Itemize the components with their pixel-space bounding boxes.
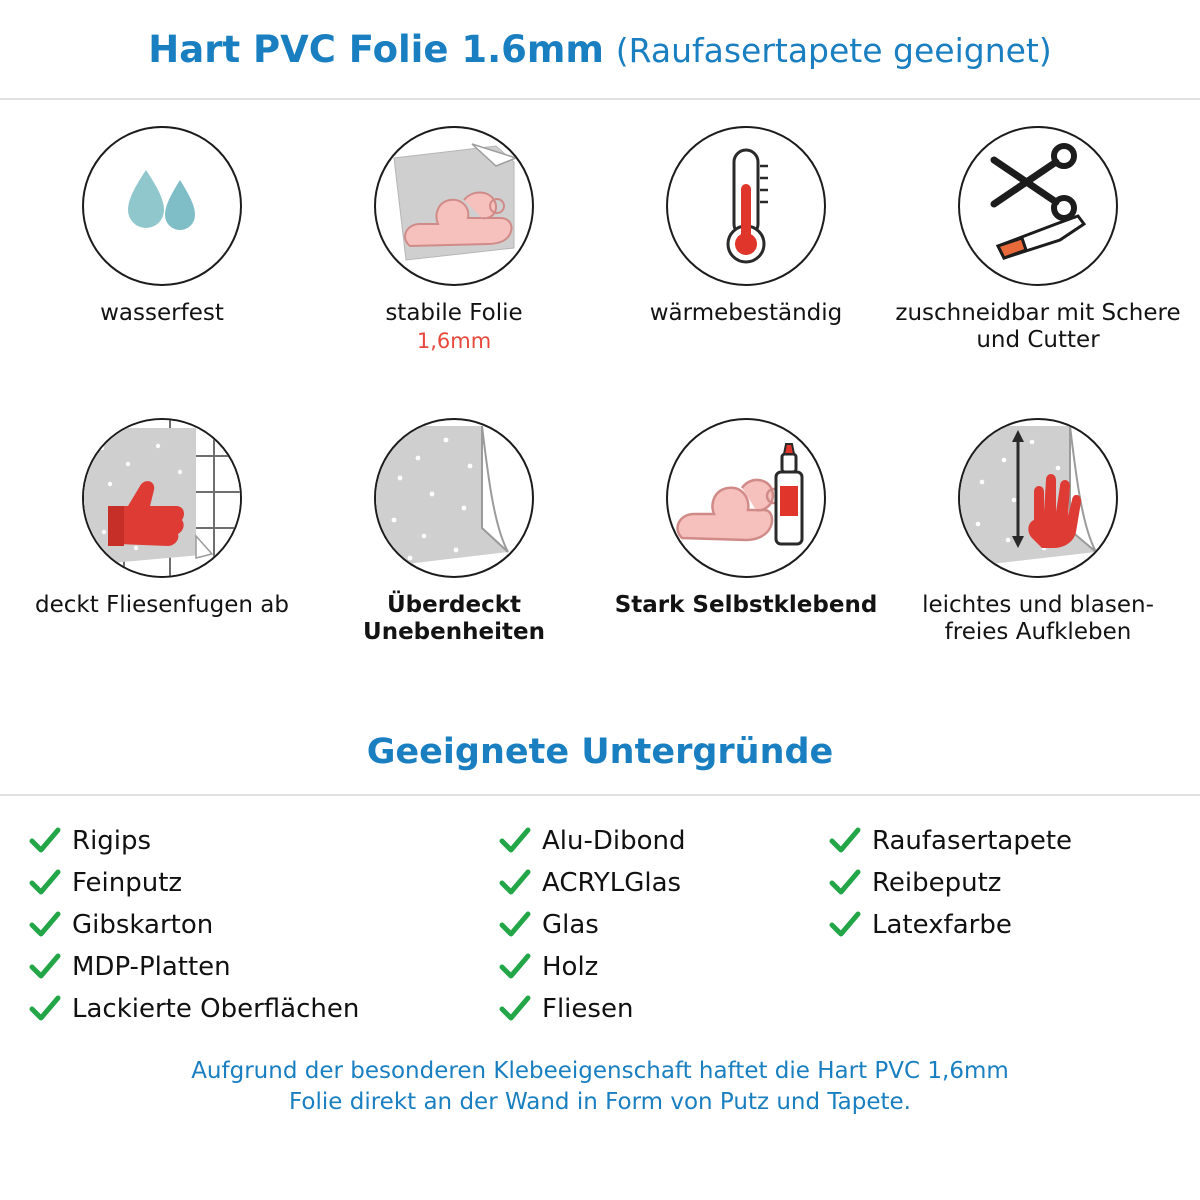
green-check-icon [28,908,62,942]
scissors-cutter-icon [958,126,1118,286]
page-title [148,28,1051,71]
list-item [28,904,498,946]
feature-label: leichtes und blasen- freies Aufkleben [922,592,1154,646]
section-title: Geeignete Untergründe [366,732,834,772]
list-item-label: Fliesen [542,994,634,1024]
green-check-icon [498,824,532,858]
list-item [28,988,498,1030]
green-check-icon [28,824,62,858]
feature-grid [0,100,1200,710]
list-item [498,946,828,988]
list-item-label: Holz [542,952,599,982]
list-item [498,820,828,862]
list-item [828,904,1200,946]
feature-wasserfest [16,126,308,418]
list-item [828,820,1200,862]
feature-label: Stark Selbstklebend [614,592,878,618]
suitable-surfaces-list [0,796,1200,1030]
list-item [28,946,498,988]
list-item-label: Lackierte Oberflächen [72,994,360,1024]
arm-glue-icon [666,418,826,578]
feature-stabile-folie [308,126,600,418]
feature-ueberdeckt [308,418,600,710]
list-item [28,820,498,862]
hand-smoothing-icon [958,418,1118,578]
feature-selbstklebend [600,418,892,710]
green-check-icon [828,866,862,900]
thumbs-up-tiles-icon [82,418,242,578]
checklist-column-3 [828,820,1200,1030]
feature-fliesenfugen [16,418,308,710]
green-check-icon [28,950,62,984]
list-item-label: Raufasertapete [872,826,1073,856]
list-item-label: Rigips [72,826,152,856]
list-item-label: Alu-Dibond [542,826,686,856]
feature-label: deckt Fliesenfugen ab [35,592,289,618]
green-check-icon [828,908,862,942]
page-title-main: Hart PVC Folie 1.6mm [148,27,604,71]
feature-label: stabile Folie [385,300,523,326]
list-item-label: ACRYLGlas [542,868,682,898]
list-item-label: Latexfarbe [872,910,1012,940]
list-item [28,862,498,904]
list-item-label: Gibskarton [72,910,214,940]
list-item [828,862,1200,904]
list-item [498,862,828,904]
feature-label: Überdeckt Unebenheiten [363,592,545,646]
green-check-icon [828,824,862,858]
footer-note-line-2: Folie direkt an der Wand in Form von Putz und Tapete. [289,1089,911,1116]
feature-sublabel: 1,6mm [416,329,492,354]
green-check-icon [498,950,532,984]
list-item-label: Reibeputz [872,868,1002,898]
feature-aufkleben [892,418,1184,710]
list-item-label: Feinputz [72,868,183,898]
list-item-label: MDP-Platten [72,952,231,982]
list-item-label: Glas [542,910,599,940]
checklist-column-2 [498,820,828,1030]
water-drops-icon [82,126,242,286]
green-check-icon [498,866,532,900]
green-check-icon [28,992,62,1026]
green-check-icon [498,992,532,1026]
feature-label: zuschneidbar mit Schere und Cutter [895,300,1181,354]
section-header [0,710,1200,796]
checklist-column-1 [28,820,498,1030]
list-item [498,904,828,946]
green-check-icon [498,908,532,942]
header [0,0,1200,100]
footer-note-line-1: Aufgrund der besonderen Klebeeigenschaft haftet die Hart PVC 1,6mm [191,1058,1009,1084]
feature-zuschneidbar [892,126,1184,418]
list-item [498,988,828,1030]
strong-arm-foil-icon [374,126,534,286]
page-title-paren: (Raufasertapete geeignet) [615,30,1052,70]
thermometer-icon [666,126,826,286]
foil-peel-icon [374,418,534,578]
feature-label: wasserfest [100,300,224,326]
green-check-icon [28,866,62,900]
footer-note [0,1056,1200,1118]
feature-waermebestaendig [600,126,892,418]
feature-label: wärmebeständig [649,300,843,326]
